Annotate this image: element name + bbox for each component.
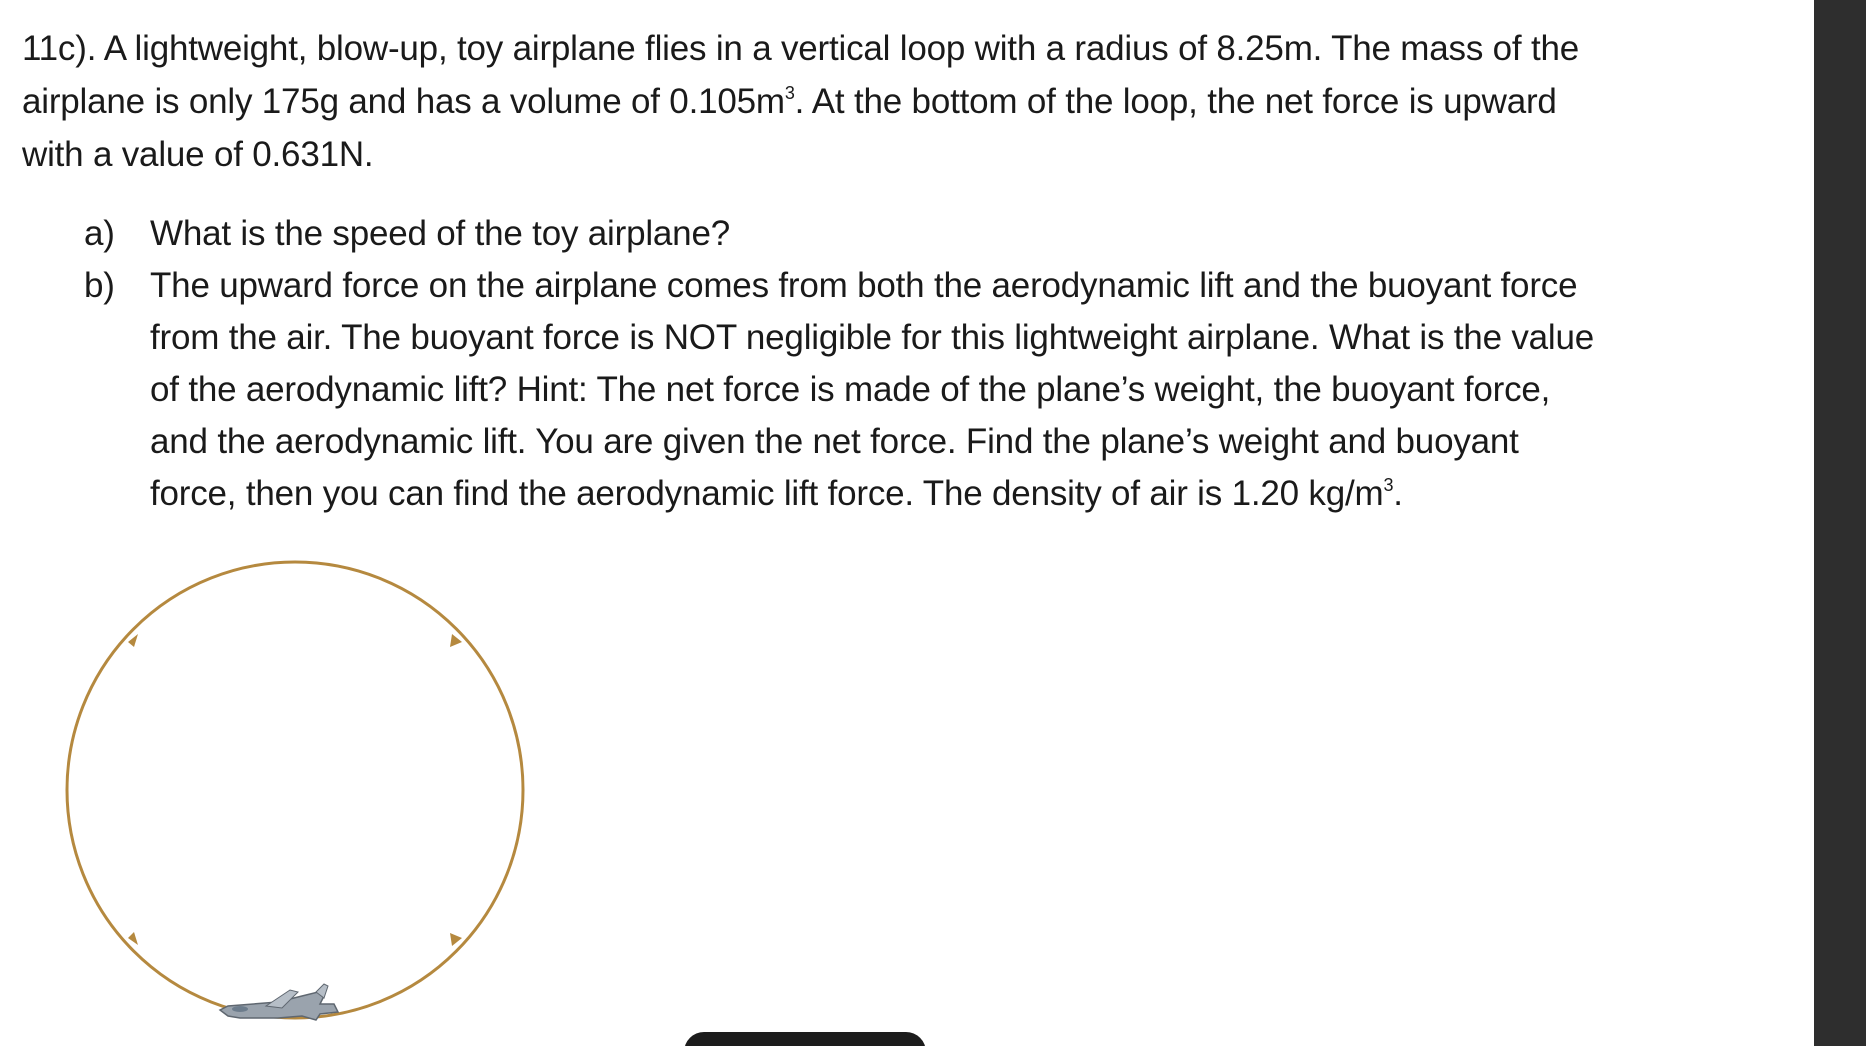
problem-line-2-rest: . At the bottom of the loop, the net force is upward (794, 82, 1557, 121)
airplane-icon (220, 984, 338, 1020)
question-b-line-1: The upward force on the airplane comes from both the aerodynamic lift and the buoyant force (150, 266, 1578, 305)
direction-arrows (128, 634, 462, 946)
home-indicator[interactable] (684, 1032, 926, 1046)
right-scroll-bar[interactable] (1814, 0, 1866, 1046)
question-b-line-2: from the air. The buoyant force is NOT negligible for this lightweight airplane. What is the value (150, 318, 1595, 357)
problem-line-1: 11c). A lightweight, blow-up, toy airplane flies in a vertical loop with a radius of 8.25m. The mass of the (22, 29, 1580, 68)
question-b-line-5-text: force, then you can find the aerodynamic lift force. The density of air is 1.20 kg/m (150, 474, 1384, 513)
question-b-line-4: and the aerodynamic lift. You are given the net force. Find the plane’s weight and buoyant (150, 422, 1519, 461)
question-b-line-5-rest: . (1393, 474, 1403, 513)
arrow-lower-right (450, 933, 462, 946)
loop-circle (67, 562, 523, 1018)
question-list (84, 208, 1734, 520)
problem-line-2-text: airplane is only 175g and has a volume of 0.105m (22, 82, 785, 121)
question-b (84, 260, 1734, 520)
question-a-text: What is the speed of the toy airplane? (150, 214, 730, 253)
arrow-lower-left (128, 932, 138, 945)
arrow-upper-right (450, 634, 462, 647)
vertical-loop-diagram (50, 550, 550, 1046)
arrow-upper-left (128, 634, 138, 647)
problem-line-3: with a value of 0.631N. (22, 135, 374, 174)
cubic-exponent: 3 (1383, 475, 1394, 495)
question-a-marker: a) (84, 214, 115, 253)
question-b-line-3: of the aerodynamic lift? Hint: The net force is made of the plane’s weight, the buoyant force, (150, 370, 1551, 409)
question-a (84, 208, 1734, 260)
problem-statement (22, 22, 1722, 181)
question-b-line-5 (150, 468, 1734, 520)
problem-line-2 (22, 75, 1722, 128)
cubic-exponent: 3 (784, 83, 795, 103)
question-b-marker: b) (84, 266, 115, 305)
